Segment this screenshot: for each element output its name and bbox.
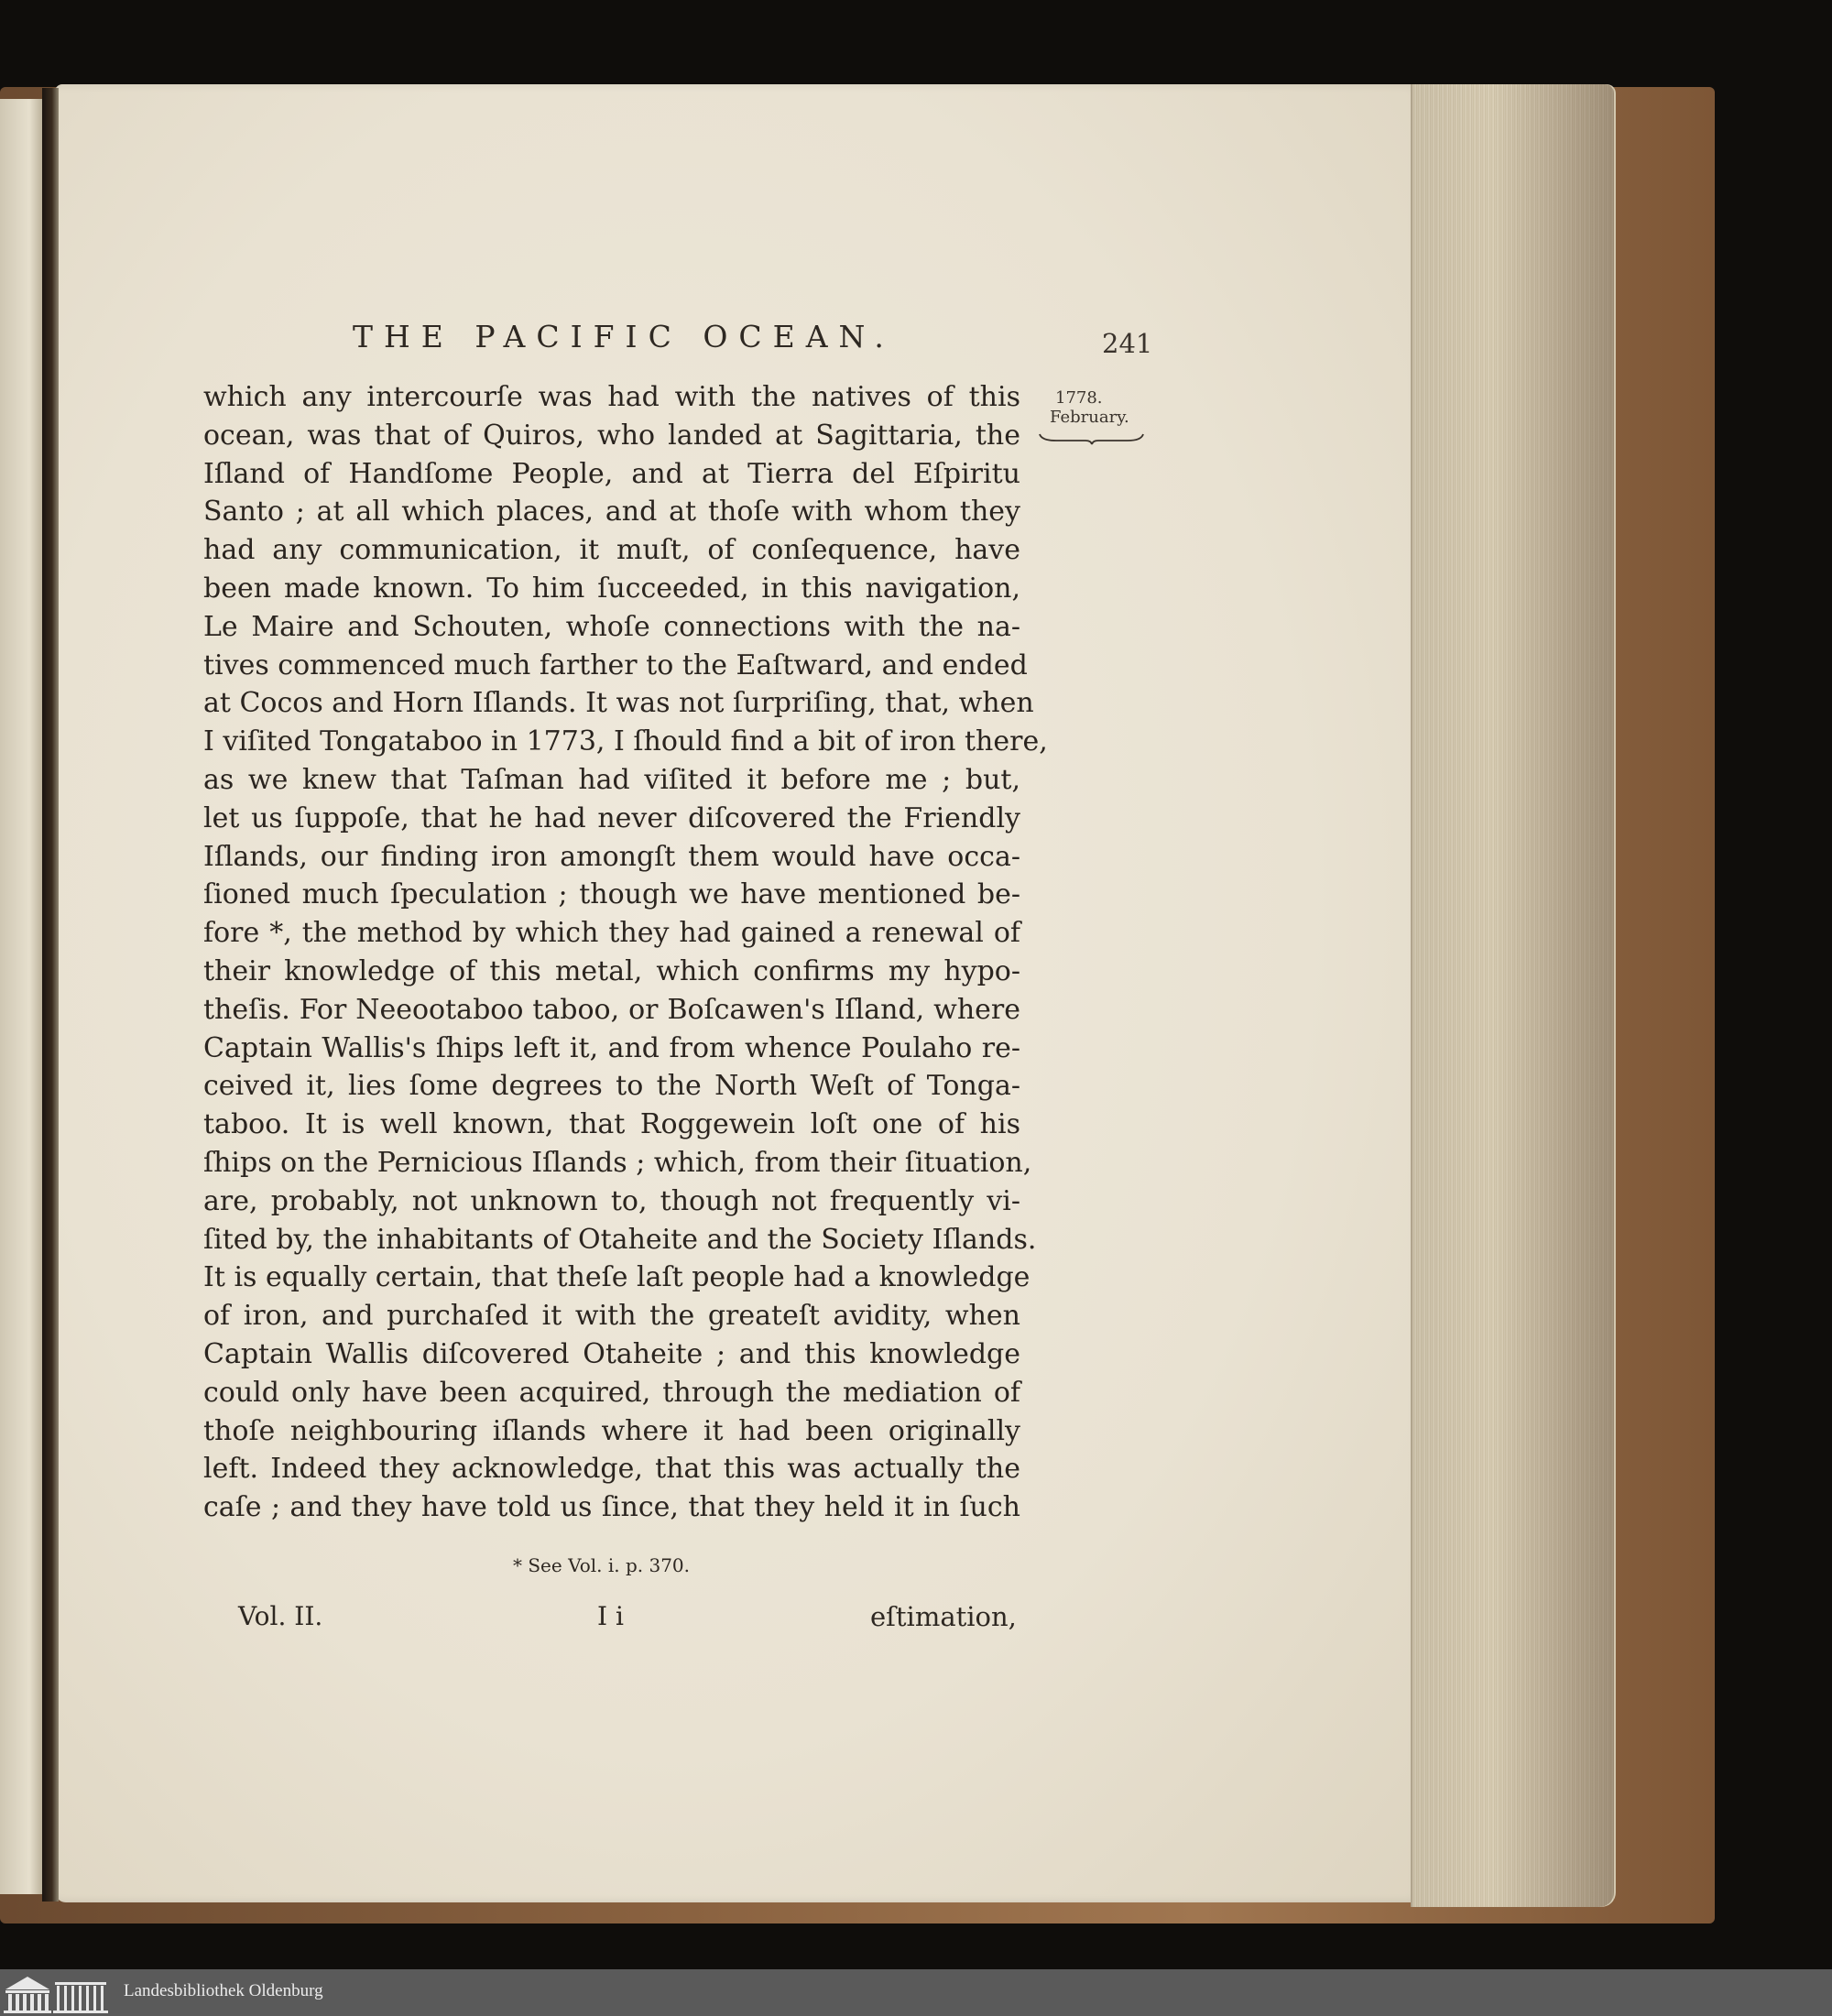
margin-note-month: February.	[1050, 408, 1129, 427]
margin-note-year: 1778.	[1055, 388, 1103, 408]
body-line: tives commenced much farther to the Eaſtward, and ended	[203, 648, 1028, 681]
signature-mark: I i	[597, 1601, 624, 1631]
book-gutter	[42, 88, 59, 1902]
body-line: It is equally certain, that theſe laſt people had a knowledge	[203, 1261, 1030, 1294]
body-line: ſited by, the inhabitants of Otaheite and the Society Iſlands.	[203, 1223, 1037, 1256]
library-building-icon	[0, 1969, 114, 2016]
body-line: ocean, was that of Quiros, who landed at Sagittaria, the	[203, 419, 1020, 452]
page-number: 241	[1102, 328, 1153, 359]
body-line: let us ſuppoſe, that he had never diſcovered the Friendly	[203, 801, 1020, 834]
body-line: caſe ; and they have told us ſince, that they held it in ſuch	[203, 1491, 1020, 1524]
volume-label: Vol. II.	[238, 1601, 323, 1631]
body-line: as we knew that Taſman had viſited it before me ; but,	[203, 763, 1020, 796]
body-line: Le Maire and Schouten, whoſe connections with the na-	[203, 610, 1020, 643]
footnote: * See Vol. i. p. 370.	[513, 1554, 691, 1576]
body-line: which any intercourſe was had with the natives of this	[203, 381, 1020, 413]
body-line: Santo ; at all which places, and at thoſe with whom they	[203, 496, 1020, 529]
body-line: Captain Wallis's ſhips left it, and from whence Poulaho re-	[203, 1031, 1020, 1064]
body-line: left. Indeed they acknowledge, that this was actually the	[203, 1453, 1020, 1486]
body-line: ceived it, lies ſome degrees to the North Weſt of Tonga-	[203, 1070, 1020, 1103]
body-line: Captain Wallis diſcovered Otaheite ; and this knowledge	[203, 1337, 1020, 1370]
body-text	[203, 378, 1048, 1527]
body-line: of iron, and purchaſed it with the greateſt avidity, when	[203, 1300, 1020, 1333]
footer-bar	[0, 1969, 1832, 2016]
body-line: had any communication, it muſt, of conſequence, have	[203, 534, 1020, 567]
catchword: eſtimation,	[870, 1601, 1017, 1632]
margin-brace-icon	[1038, 432, 1145, 445]
body-line: theſis. For Neeootaboo taboo, or Boſcawen's Iſland, where	[203, 993, 1020, 1026]
library-name: Landesbibliothek Oldenburg	[124, 1981, 323, 2000]
body-line: fore *, the method by which they had gained a renewal of	[203, 917, 1020, 950]
body-line: ſhips on the Pernicious Iſlands ; which, from their ſituation,	[203, 1146, 1032, 1179]
body-line: taboo. It is well known, that Roggewein loſt one of his	[203, 1108, 1020, 1141]
body-line: their knowledge of this metal, which confirms my hypo-	[203, 954, 1020, 987]
left-page-edge	[0, 99, 42, 1894]
body-line: at Cocos and Horn Iſlands. It was not ſurpriſing, that, when	[203, 687, 1034, 720]
body-line: are, probably, not unknown to, though not frequently vi-	[203, 1184, 1020, 1217]
body-line: could only have been acquired, through the mediation of	[203, 1376, 1020, 1409]
body-line: ſioned much ſpeculation ; though we have mentioned be-	[203, 878, 1020, 911]
body-line: Iſlands, our finding iron amongſt them would have occa-	[203, 840, 1020, 873]
body-line: been made known. To him ſucceeded, in this navigation,	[203, 572, 1020, 605]
running-head: THE PACIFIC OCEAN.	[353, 319, 895, 354]
body-line: I viſited Tongataboo in 1773, I ſhould find a bit of iron there,	[203, 725, 1048, 758]
body-line: thoſe neighbouring iſlands where it had been originally	[203, 1414, 1020, 1447]
body-line: Iſland of Handſome People, and at Tierra del Eſpiritu	[203, 457, 1020, 490]
